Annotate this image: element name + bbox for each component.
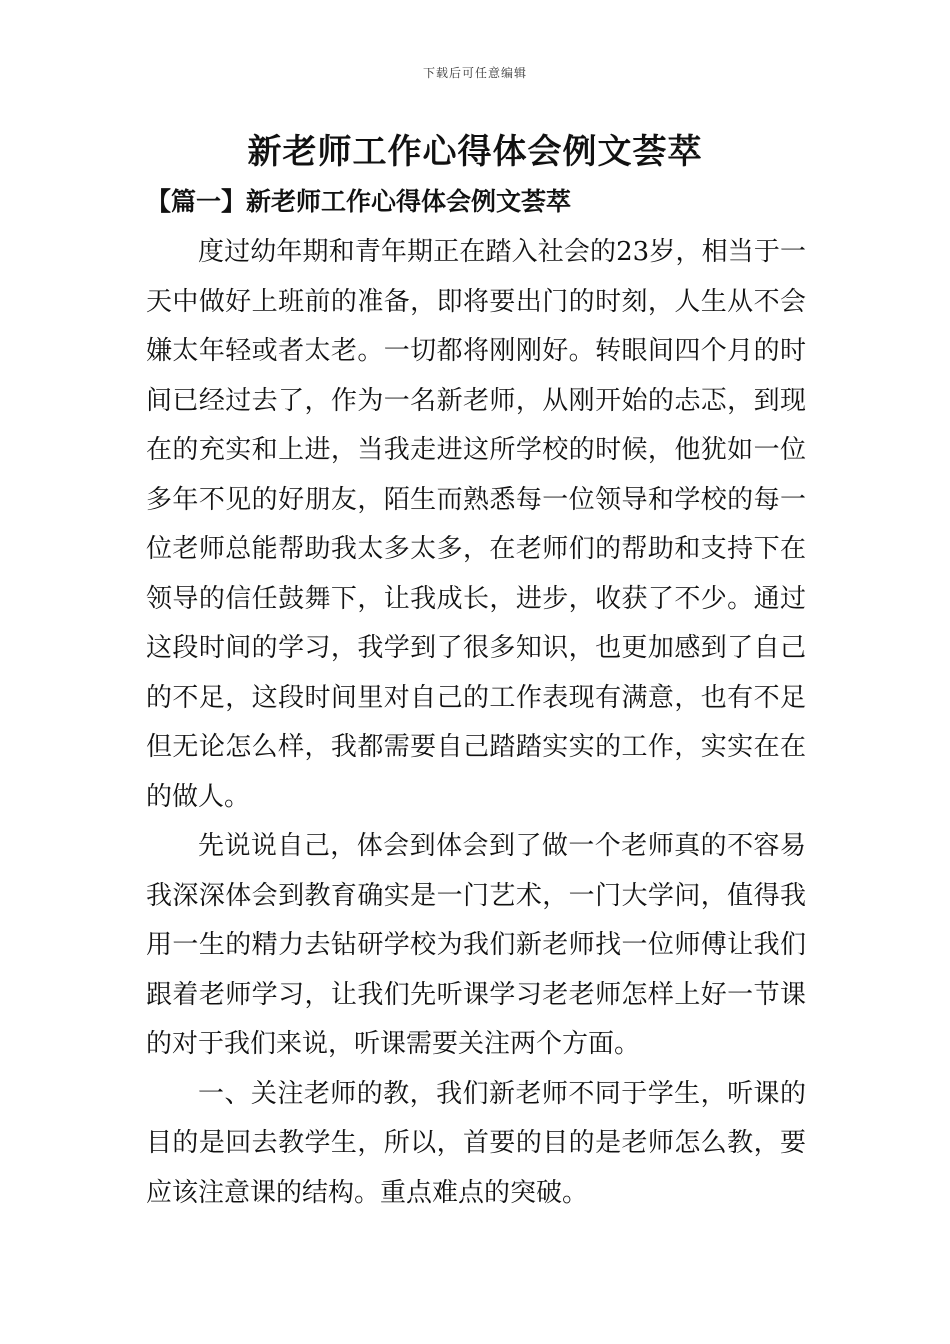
document-body	[146, 228, 806, 1218]
header-note: 下载后可任意编辑	[422, 66, 527, 80]
section-heading: 【篇一】新老师工作心得体会例文荟萃	[146, 187, 572, 216]
paragraph-3: 一、关注老师的教，我们新老师不同于学生，听课的目的是回去教学生，所以，首要的目的是老师怎么教，要应该注意课的结构。重点难点的突破。	[146, 1078, 806, 1208]
document-title: 新老师工作心得体会例文荟萃	[247, 132, 703, 172]
paragraph-1: 度过幼年期和青年期正在踏入社会的23岁，相当于一天中做好上班前的准备，即将要出门的时刻，人生从不会嫌太年轻或者太老。一切都将刚刚好。转眼间四个月的时间已经过去了，作为一名新老师，从刚开始的忐忑，到现在的充实和上进，当我走进这所学校的时候，他犹如一位多年不见的好朋友，陌生而熟悉每一位领导和学校的每一位老师总能帮助我太多太多，在老师们的帮助和支持下在领导的信任鼓舞下，让我成长，进步，收获了不少。通过这段时间的学习，我学到了很多知识，也更加感到了自己的不足，这段时间里对自己的工作表现有满意，也有不足但无论怎么样，我都需要自己踏踏实实的工作，实实在在的做人。	[146, 237, 806, 812]
paragraph-2: 先说说自己，体会到体会到了做一个老师真的不容易我深深体会到教育确实是一门艺术，一门大学问，值得我用一生的精力去钻研学校为我们新老师找一位师傅让我们跟着老师学习，让我们先听课学习老老师怎样上好一节课的对于我们来说，听课需要关注两个方面。	[146, 831, 806, 1059]
